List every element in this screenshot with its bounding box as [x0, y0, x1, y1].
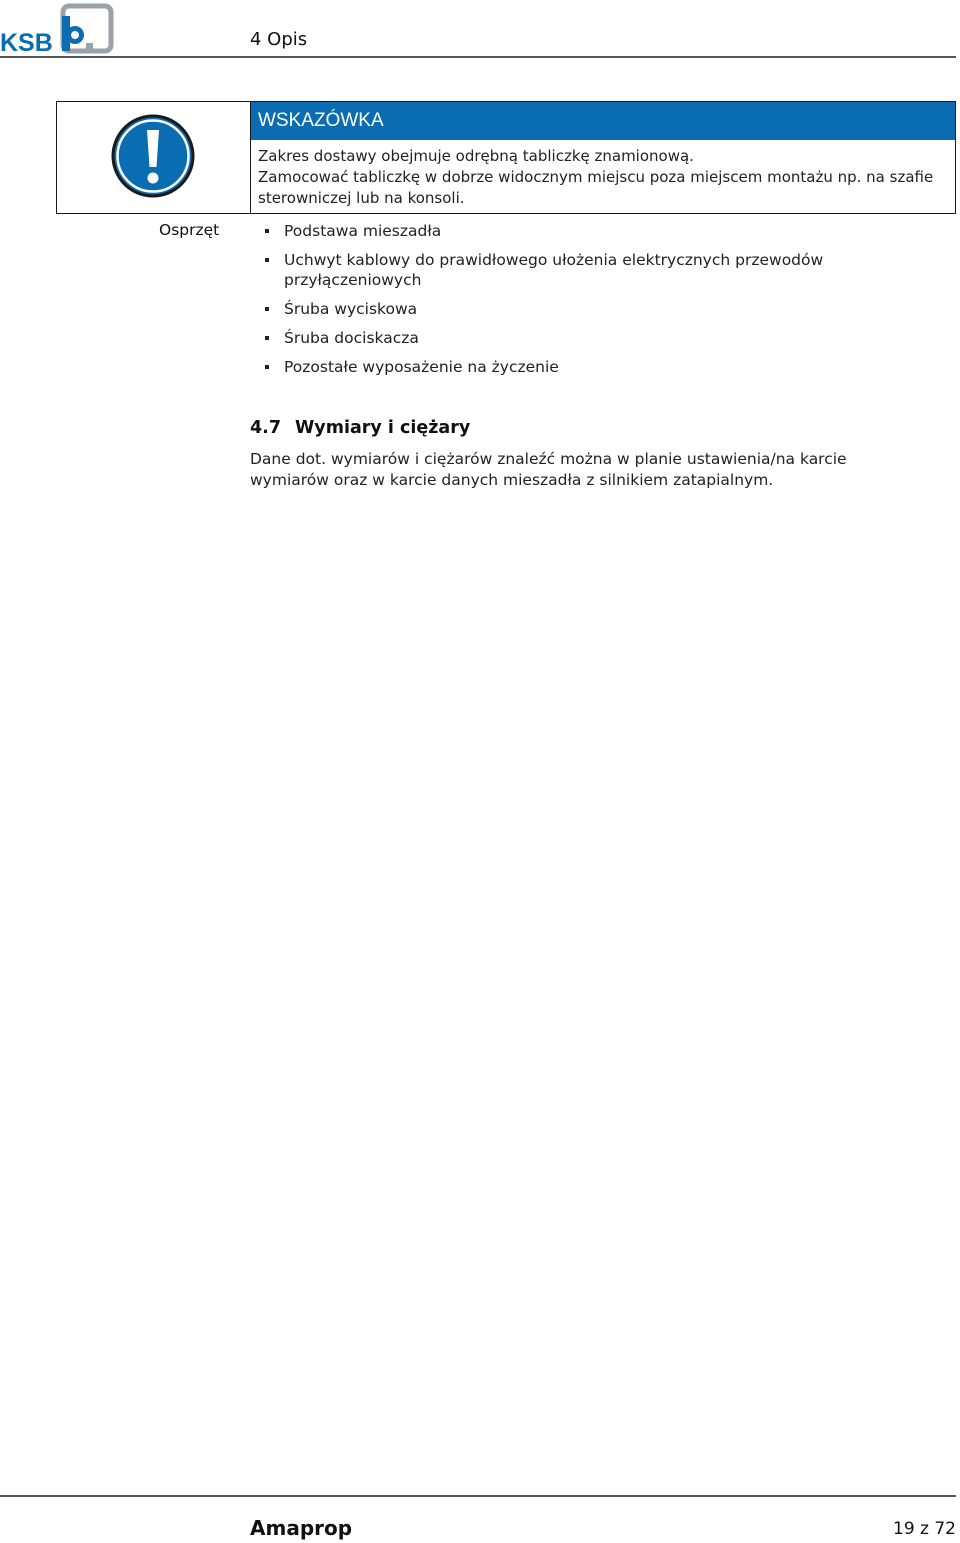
list-item: Śruba dociskacza	[265, 328, 905, 348]
section-title: Wymiary i ciężary	[295, 418, 471, 438]
product-name: Amaprop	[250, 1516, 353, 1540]
svg-text:KSB: KSB	[0, 29, 53, 54]
exclamation-circle-icon	[111, 114, 195, 198]
section-body: Dane dot. wymiarów i ciężarów znaleźć można w planie ustawienia/na karcie wymiarów oraz w karcie danych mieszadła z silnikiem zatapialnym.	[250, 450, 847, 489]
accessories-list	[265, 221, 905, 386]
note-icon-cell	[57, 102, 251, 213]
note-body	[258, 146, 945, 209]
list-item: Pozostałe wyposażenie na życzenie	[265, 357, 905, 377]
note-box	[56, 101, 956, 214]
page-number: 19 z 72	[893, 1519, 956, 1539]
list-item: Uchwyt kablowy do prawidłowego ułożenia elektrycznych przewodów przyłączeniowych	[265, 250, 905, 290]
ksb-logo	[0, 2, 116, 54]
section-number: 4.7	[250, 418, 282, 438]
note-line-2: Zamocować tabliczkę w dobrze widocznym miejscu poza miejscem montażu np. na szafie sterowniczej lub na konsoli.	[258, 168, 934, 207]
note-title: WSKAZÓWKA	[251, 102, 955, 140]
header-divider	[0, 56, 956, 58]
page-header	[0, 0, 960, 60]
footer-divider	[0, 1495, 956, 1497]
list-item: Śruba wyciskowa	[265, 299, 905, 319]
note-line-1: Zakres dostawy obejmuje odrębną tabliczkę znamionową.	[258, 147, 694, 165]
chapter-title: 4 Opis	[250, 29, 308, 50]
accessories-label: Osprzęt	[159, 221, 220, 239]
list-item: Podstawa mieszadła	[265, 221, 905, 241]
section-heading	[250, 418, 470, 438]
